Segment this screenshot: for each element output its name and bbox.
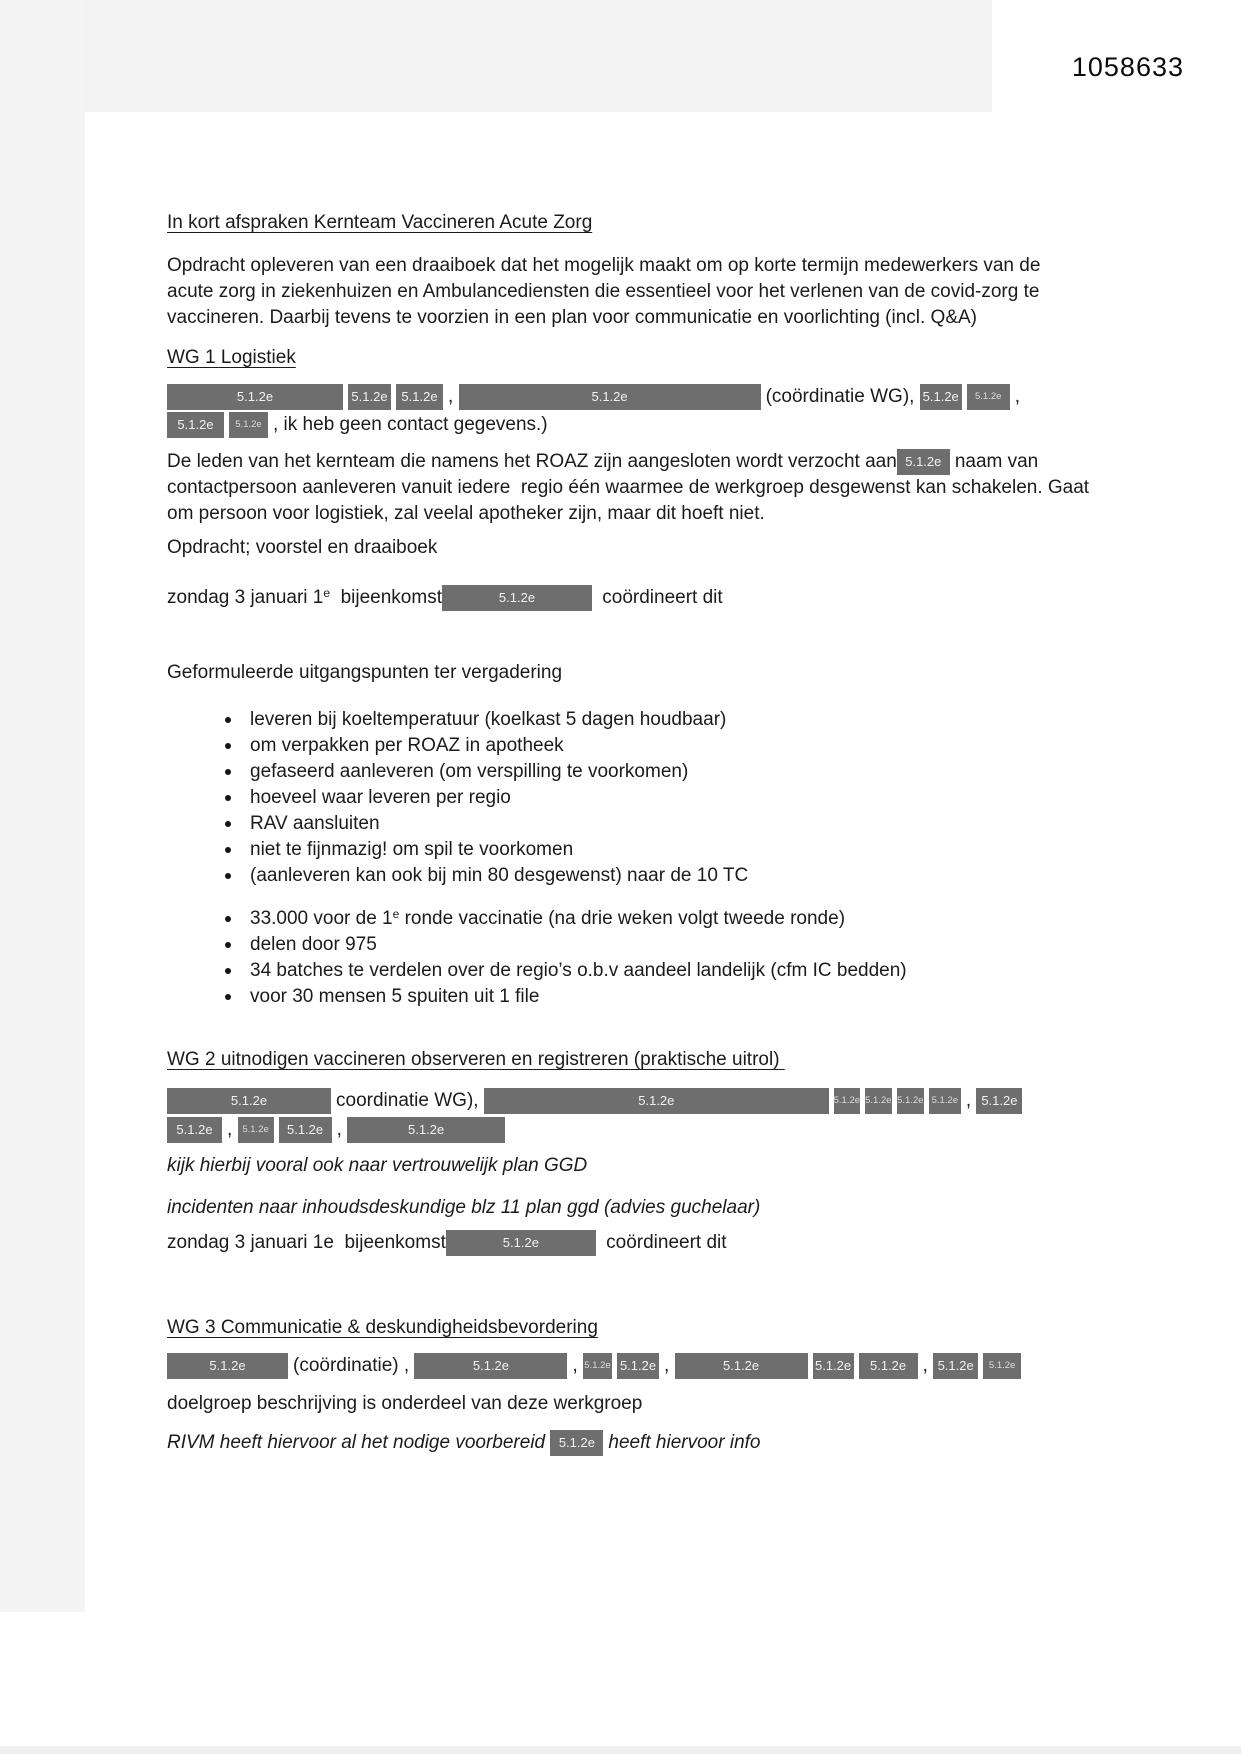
redaction-box: 5.1.2e [929,1088,961,1114]
wg3-heading [167,1315,1077,1343]
redaction-box: 5.1.2e [897,1088,924,1114]
zondag-line-1: zondag 3 januari 1e bijeenkomst 5.1.2e coördineert dit [167,585,1077,611]
note-rivm: RIVM heeft hiervoor al het nodige voorbereid 5.1.2e heeft hiervoor info [167,1430,1077,1456]
redaction-box: 5.1.2e [167,384,343,410]
heading-text: WG 1 Logistiek [167,347,296,368]
redaction-box: 5.1.2e [229,412,268,438]
bullet-item [167,759,1077,785]
wg2-redaction-row-2: 5.1.2e , 5.1.2e 5.1.2e , 5.1.2e [167,1116,1077,1143]
redaction-box: 5.1.2e [459,384,761,410]
redaction-box: 5.1.2e [865,1088,892,1114]
bullet-text: voor 30 mensen 5 spuiten uit 1 file [250,986,540,1007]
redaction-box: 5.1.2e [414,1353,567,1379]
bullet-item [167,785,1077,811]
redaction-box: 5.1.2e [897,449,950,475]
wg1-redaction-row-2: 5.1.2e 5.1.2e , ik heb geen contact gegevens.) [167,411,1077,438]
redaction-box: 5.1.2e [348,384,391,410]
doelgroep-line: doelgroep beschrijving is onderdeel van deze werkgroep [167,1393,643,1414]
bullet-item [167,906,1077,932]
superscript: e [323,586,331,601]
document-body [167,0,1090,1456]
redaction-box: 5.1.2e [396,384,443,410]
redaction-box: 5.1.2e [617,1353,659,1379]
zondag-line-2: zondag 3 januari 1e bijeenkomst 5.1.2e coördineert dit [167,1230,1077,1256]
opdracht-line: Opdracht; voorstel en draaiboek [167,537,438,558]
redaction-box: 5.1.2e [583,1353,612,1379]
scan-edge-left [0,0,85,1612]
redaction-box: 5.1.2e [167,1088,331,1114]
paragraph-line: De leden van het kernteam die namens het ROAZ zijn aangesloten wordt verzocht aan 5.1.2e naam van [167,449,1077,475]
redaction-box: 5.1.2e [976,1088,1022,1114]
bullet-icon [225,847,231,853]
bullet-icon [225,968,231,974]
redaction-box: 5.1.2e [675,1353,808,1379]
bullet-icon [225,717,231,723]
doc-title [167,210,1077,238]
bullet-icon [225,873,231,879]
redaction-box: 5.1.2e [550,1430,603,1456]
bullet-text: om verpakken per ROAZ in apotheek [250,735,564,756]
intro-line: acute zorg in ziekenhuizen en Ambulancediensten die essentieel voor het verlenen van de covid-zorg te [167,281,1040,302]
redaction-box: 5.1.2e [238,1117,274,1143]
redaction-box: 5.1.2e [920,384,962,410]
bullet-item [167,733,1077,759]
bullet-item [167,707,1077,733]
redaction-box: 5.1.2e [167,1353,288,1379]
scan-edge-bottom [0,1746,1241,1754]
redaction-box: 5.1.2e [442,585,592,611]
redaction-box: 5.1.2e [167,412,224,438]
redaction-box: 5.1.2e [933,1353,978,1379]
bullet-item [167,932,1077,958]
bullet-item [167,984,1077,1010]
bullet-icon [225,942,231,948]
bullet-icon [225,916,231,922]
redaction-box: 5.1.2e [347,1117,505,1143]
bullet-text: gefaseerd aanleveren (om verspilling te voorkomen) [250,761,689,782]
bullet-item [167,837,1077,863]
bullet-icon [225,743,231,749]
redaction-box: 5.1.2e [484,1088,829,1114]
intro-line: Opdracht opleveren van een draaiboek dat het mogelijk maakt om op korte termijn medewerkers van de [167,255,1041,276]
redaction-box: 5.1.2e [859,1353,918,1379]
redaction-box: 5.1.2e [446,1230,596,1256]
bullet-text: delen door 975 [250,934,377,955]
bullet-icon [225,994,231,1000]
bullet-text: (aanleveren kan ook bij min 80 desgewenst) naar de 10 TC [250,865,749,886]
redaction-box: 5.1.2e [967,384,1010,410]
bullet-item [167,811,1077,837]
bullet-item [167,958,1077,984]
heading-text: In kort afspraken Kernteam Vaccineren Acute Zorg [167,212,593,233]
wg1-redaction-row-1: 5.1.2e 5.1.2e 5.1.2e , 5.1.2e (coördinatie WG), 5.1.2e 5.1.2e , [167,383,1077,410]
note-incidenten: incidenten naar inhoudsdeskundige blz 11 plan ggd (advies guchelaar) [167,1197,761,1218]
bullet-text: niet te fijnmazig! om spil te voorkomen [250,839,574,860]
bullet-icon [225,821,231,827]
wg2-redaction-row-1: 5.1.2e coordinatie WG), 5.1.2e 5.1.2e 5.1.2e 5.1.2e 5.1.2e , 5.1.2e [167,1087,1077,1114]
uitgangspunten-heading: Geformuleerde uitgangspunten ter vergadering [167,662,563,683]
bullet-icon [225,769,231,775]
page-number: 1058633 [1071,52,1184,82]
wg3-redaction-row: 5.1.2e (coördinatie) , 5.1.2e , 5.1.2e 5.1.2e , 5.1.2e 5.1.2e 5.1.2e , 5.1.2e 5.1.2e [167,1352,1077,1379]
bullet-text: RAV aansluiten [250,813,380,834]
intro-line: vaccineren. Daarbij tevens te voorzien in een plan voor communicatie en voorlichting (incl. Q&A) [167,307,978,328]
superscript: e [392,907,400,921]
bullet-text: 33.000 voor de 1e ronde vaccinatie (na drie weken volgt tweede ronde) [250,907,846,929]
paragraph-line: contactpersoon aanleveren vanuit iedere regio één waarmee de werkgroep desgewenst kan schakelen. Gaat [167,477,1090,498]
redaction-box: 5.1.2e [279,1117,332,1143]
bullet-icon [225,795,231,801]
bullet-text: leveren bij koeltemperatuur (koelkast 5 dagen houdbaar) [250,709,727,730]
redaction-box: 5.1.2e [167,1117,222,1143]
wg1-heading [167,345,1077,373]
heading-text: WG 3 Communicatie & deskundigheidsbevordering [167,1317,598,1338]
heading-text: WG 2 uitnodigen vaccineren observeren en registreren (praktische uitrol) [167,1049,785,1070]
bullet-item [167,863,1077,889]
paragraph-line: om persoon voor logistiek, zal veelal apotheker zijn, maar dit hoeft niet. [167,503,765,524]
redaction-box: 5.1.2e [834,1088,860,1114]
bullet-text: 34 batches te verdelen over de regio’s o.b.v aandeel landelijk (cfm IC bedden) [250,960,907,981]
redaction-box: 5.1.2e [983,1353,1021,1379]
bullet-text: hoeveel waar leveren per regio [250,787,511,808]
note-kijk: kijk hierbij vooral ook naar vertrouwelijk plan GGD [167,1155,588,1176]
redaction-box: 5.1.2e [813,1353,854,1379]
wg2-heading [167,1047,1077,1075]
